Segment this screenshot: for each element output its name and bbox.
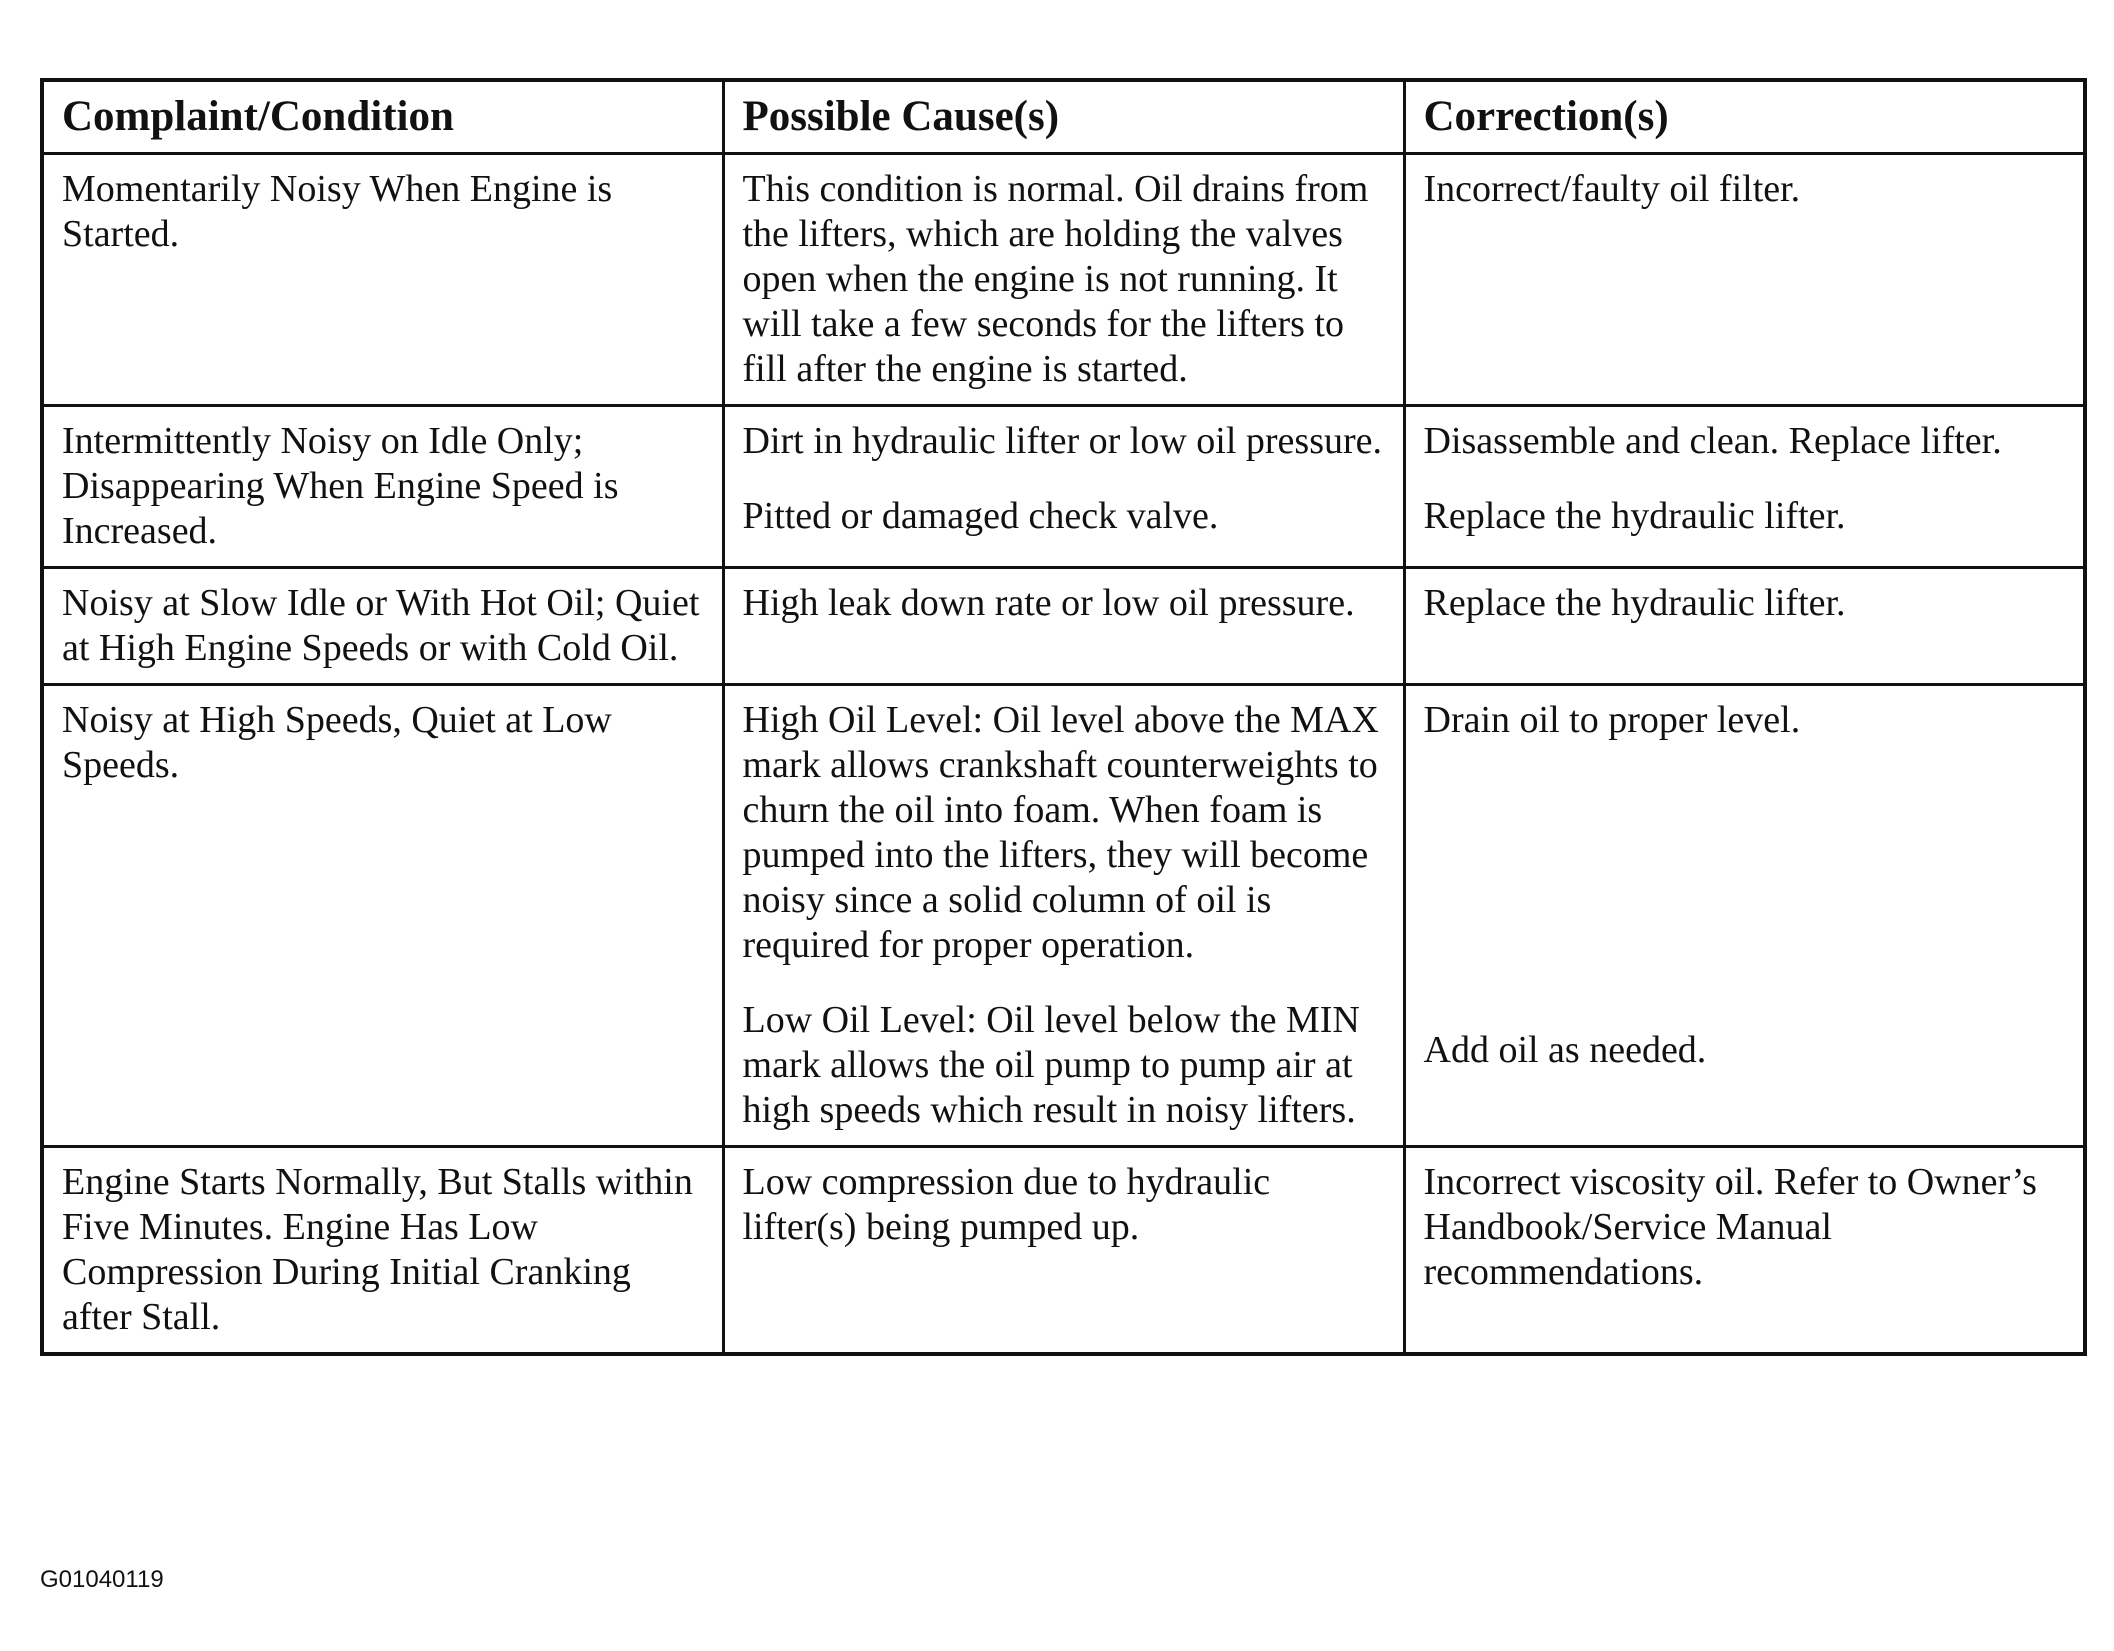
table-row bbox=[42, 568, 2085, 685]
header-complaint-condition: Complaint/Condition bbox=[42, 80, 723, 154]
cause-cell bbox=[723, 685, 1404, 1147]
correction-cell: Incorrect/faulty oil filter. bbox=[1404, 154, 2085, 406]
cause-entry: Pitted or damaged check valve. bbox=[742, 495, 1219, 537]
cause-entry: High Oil Level: Oil level above the MAX mark allows crankshaft counterweights to churn the oil into foam. When foam is pumped into the lifters, they will become noisy since a solid column of oil is required for proper operation. bbox=[742, 699, 1379, 966]
correction-cell: Incorrect viscosity oil. Refer to Owner’s Handbook/Service Manual recommendations. bbox=[1404, 1147, 2085, 1355]
table-row bbox=[42, 406, 2085, 568]
complaint-cell: Momentarily Noisy When Engine is Started. bbox=[42, 154, 723, 406]
diagnosis-table bbox=[40, 78, 2087, 1356]
header-possible-causes: Possible Cause(s) bbox=[723, 80, 1404, 154]
correction-entry: Disassemble and clean. Replace lifter. bbox=[1423, 420, 2002, 462]
complaint-cell: Engine Starts Normally, But Stalls within Five Minutes. Engine Has Low Compression During Initial Cranking after Stall. bbox=[42, 1147, 723, 1355]
table-row bbox=[42, 685, 2085, 1147]
complaint-cell: Intermittently Noisy on Idle Only; Disappearing When Engine Speed is Increased. bbox=[42, 406, 723, 568]
correction-entry: Drain oil to proper level. bbox=[1423, 699, 1801, 741]
correction-cell bbox=[1404, 685, 2085, 1147]
cause-cell: High leak down rate or low oil pressure. bbox=[723, 568, 1404, 685]
complaint-cell: Noisy at High Speeds, Quiet at Low Speeds. bbox=[42, 685, 723, 1147]
correction-cell: Replace the hydraulic lifter. bbox=[1404, 568, 2085, 685]
cause-cell: This condition is normal. Oil drains from the lifters, which are holding the valves open when the engine is not running. It will take a few seconds for the lifters to fill after the engine is started. bbox=[723, 154, 1404, 406]
correction-entry: Add oil as needed. bbox=[1423, 1029, 1707, 1071]
table-header-row bbox=[42, 80, 2085, 154]
diagnosis-table-container bbox=[40, 78, 2083, 1356]
cause-cell: Low compression due to hydraulic lifter(s) being pumped up. bbox=[723, 1147, 1404, 1355]
cause-entry: Low Oil Level: Oil level below the MIN mark allows the oil pump to pump air at high speeds which result in noisy lifters. bbox=[742, 999, 1360, 1131]
figure-id-label: G01040119 bbox=[40, 1566, 164, 1593]
complaint-cell: Noisy at Slow Idle or With Hot Oil; Quiet at High Engine Speeds or with Cold Oil. bbox=[42, 568, 723, 685]
correction-entry: Replace the hydraulic lifter. bbox=[1423, 495, 1846, 537]
correction-cell bbox=[1404, 406, 2085, 568]
cause-entry: Dirt in hydraulic lifter or low oil pressure. bbox=[742, 420, 1383, 462]
header-corrections: Correction(s) bbox=[1404, 80, 2085, 154]
table-row bbox=[42, 154, 2085, 406]
table-row bbox=[42, 1147, 2085, 1355]
cause-cell bbox=[723, 406, 1404, 568]
